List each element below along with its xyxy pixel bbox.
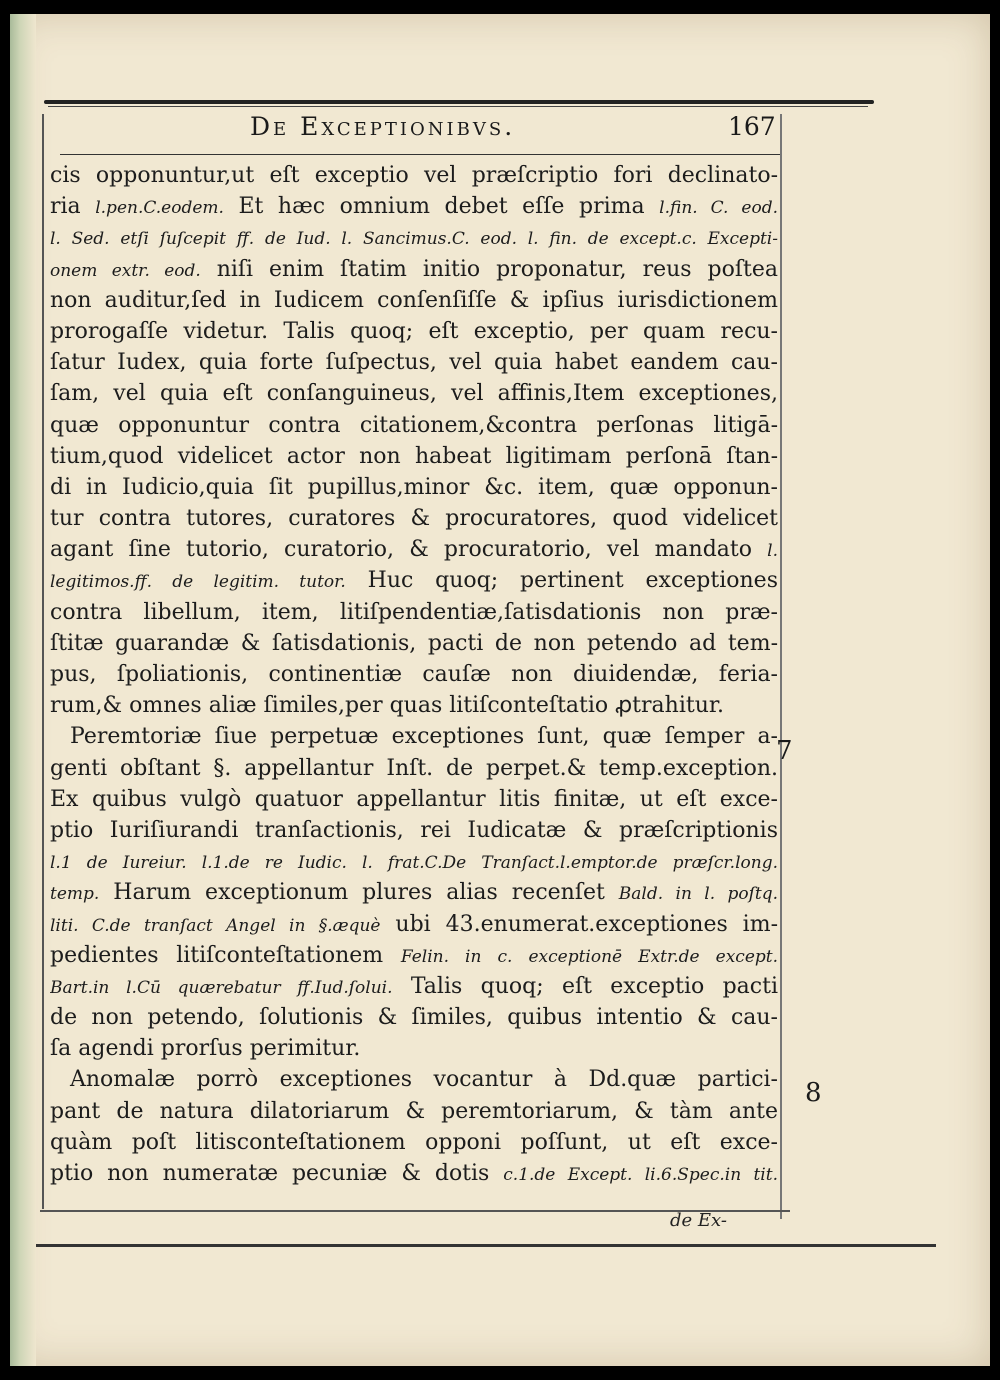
running-header [10, 112, 990, 152]
text-line [50, 441, 778, 472]
citation-text: temp. [50, 884, 100, 905]
line-text: quàm poſt litisconteſtationem opponi poſſunt, ut eſt exce- [50, 1129, 778, 1155]
text-line [50, 347, 778, 378]
line-text: rum,& omnes aliæ ſimiles,per quas litiſconteſtatio ꝓtrahitur. [50, 693, 724, 719]
top-rule-thin [48, 106, 868, 107]
book-page [10, 14, 990, 1366]
text-line [50, 628, 778, 659]
line-text: tur contra tutores, curatores & procuratores, quod videlicet [50, 506, 778, 532]
text-line [50, 597, 778, 628]
text-line [50, 909, 778, 940]
citation-text: Bald. in l. poſtq. [618, 884, 778, 905]
line-text: de non petendo, ſolutionis & ſimiles, quibus intentio & cau- [50, 1005, 778, 1031]
citation-text: l.1 de Iureiur. l.1.de re Iudic. l. frat.C.De Tranſact.l.emptor.de præſcr.long. [50, 853, 778, 874]
citation-text: l. Sed. etſi ſuſcepit ff. de Iud. l. Sancimus.C. eod. l. fin. de except.c. Excepti- [50, 229, 778, 250]
citation-text: Felin. in c. exceptionē Extr.de except. [400, 946, 778, 967]
text-line [50, 971, 778, 1002]
line-text: ubi 43.enumerat.exceptiones im- [380, 911, 778, 937]
line-text: Et hæc omnium debet eſſe prima [223, 194, 660, 220]
text-line [50, 503, 778, 534]
line-text: ſam, vel quia eſt conſanguineus, vel affinis,Item exceptiones, [50, 381, 778, 407]
citation-text: onem extr. eod. [50, 260, 201, 281]
margin-number-7: 7 [776, 736, 793, 766]
line-text: Harum exceptionum plures alias recenſet [99, 880, 619, 906]
text-line [50, 285, 778, 316]
running-title: De Exceptionibvs. [250, 112, 516, 141]
text-line [50, 1158, 778, 1189]
text-line [50, 534, 778, 565]
top-rule [44, 100, 874, 104]
citation-text: l.pen.C.eodem. [95, 198, 224, 219]
line-text: contra libellum, item, litiſpendentiæ,ſatisdationis non præ- [50, 599, 778, 625]
text-line [50, 846, 778, 877]
text-line [50, 690, 778, 721]
line-text: Peremtoriæ ſiue perpetuæ exceptiones ſunt, quæ ſemper a- [70, 724, 778, 750]
line-text: Huc quoq; pertinent exceptiones [345, 568, 778, 594]
catchword: de Ex- [670, 1210, 727, 1231]
citation-text: legitimos.ff. de legitim. tutor. [50, 572, 346, 593]
line-text: ſtitæ guarandæ & ſatisdationis, pacti de non petendo ad tem- [50, 630, 778, 656]
line-text: ſatur Iudex, quia forte ſuſpectus, vel quia habet eandem cau- [50, 350, 778, 376]
text-line [50, 659, 778, 690]
line-text: Ex quibus vulgò quatuor appellantur litis finitæ, ut eſt exce- [50, 786, 778, 812]
line-text: pus, ſpoliationis, continentiæ cauſæ non diuidendæ, feria- [50, 662, 778, 687]
line-text: ſa agendi prorſus perimitur. [50, 1036, 361, 1062]
text-line [50, 410, 778, 441]
line-text: Anomalæ porrò exceptiones vocantur à Dd.quæ partici- [70, 1067, 778, 1093]
text-line [50, 1064, 778, 1095]
text-line [50, 815, 778, 846]
citation-text: Bart.in l.Cū quærebatur ff.Iud.ſolui. [50, 977, 393, 998]
text-line [50, 378, 778, 409]
text-line [50, 721, 778, 752]
line-text: tium,quod videlicet actor non habeat ligitimam perſonā ſtan- [50, 443, 778, 469]
line-text: prorogaſſe videtur. Talis quoq; eſt exceptio, per quam recu- [50, 318, 778, 344]
text-line [50, 565, 778, 596]
text-line [50, 191, 778, 222]
text-line [50, 753, 778, 784]
line-text: genti obſtant §. appellantur Inſt. de perpet.& temp.exception. [50, 755, 778, 781]
line-text: niſi enim ſtatim initio proponatur, reus poſtea [200, 256, 778, 282]
text-line [50, 877, 778, 908]
text-line [50, 222, 778, 253]
line-text: non auditur,ſed in Iudicem conſenſiſſe & ipſius iurisdictionem [50, 287, 778, 313]
line-text: quæ opponuntur contra citationem,&contra perſonas litigā- [50, 412, 778, 438]
citation-text: l.fin. C. eod. [659, 198, 778, 219]
line-text: ria [50, 194, 96, 220]
line-text: ptio Iuriſiurandi tranſactionis, rei Iudicatæ & præſcriptionis [50, 817, 778, 843]
bottom-rule-thick [36, 1244, 936, 1247]
text-line [50, 254, 778, 285]
left-frame-rule [42, 114, 44, 1209]
citation-text: l. [767, 541, 778, 562]
text-line [50, 160, 778, 191]
line-text: di in Iudicio,quia ſit pupillus,minor &c. item, quæ opponun- [50, 474, 778, 500]
line-text: ptio non numeratæ pecuniæ & dotis [50, 1161, 504, 1186]
page-number: 167 [728, 112, 776, 141]
line-text: cis opponuntur,ut eſt exceptio vel præſcriptio fori declinato- [50, 163, 778, 188]
text-line [50, 1033, 778, 1064]
body-text [50, 160, 778, 1189]
text-line [50, 316, 778, 347]
line-text: agant ſine tutorio, curatorio, & procuratorio, vel mandato [50, 537, 768, 563]
text-line [50, 784, 778, 815]
header-rule [60, 154, 780, 155]
text-line [50, 940, 778, 971]
citation-text: liti. C.de tranſact Angel in §.æquè [50, 915, 381, 936]
citation-text: c.1.de Except. li.6.Spec.in tit. [503, 1165, 778, 1185]
text-line [50, 1127, 778, 1158]
right-frame-rule [780, 114, 782, 1219]
text-line [50, 472, 778, 503]
line-text: pedientes litiſconteſtationem [50, 942, 401, 968]
text-line [50, 1002, 778, 1033]
line-text: pant de natura dilatoriarum & peremtoriarum, & tàm ante [50, 1098, 778, 1124]
text-line [50, 1096, 778, 1127]
line-text: Talis quoq; eſt exceptio pacti [392, 973, 778, 999]
page-edge [10, 14, 36, 1366]
margin-number-8: 8 [805, 1078, 822, 1108]
